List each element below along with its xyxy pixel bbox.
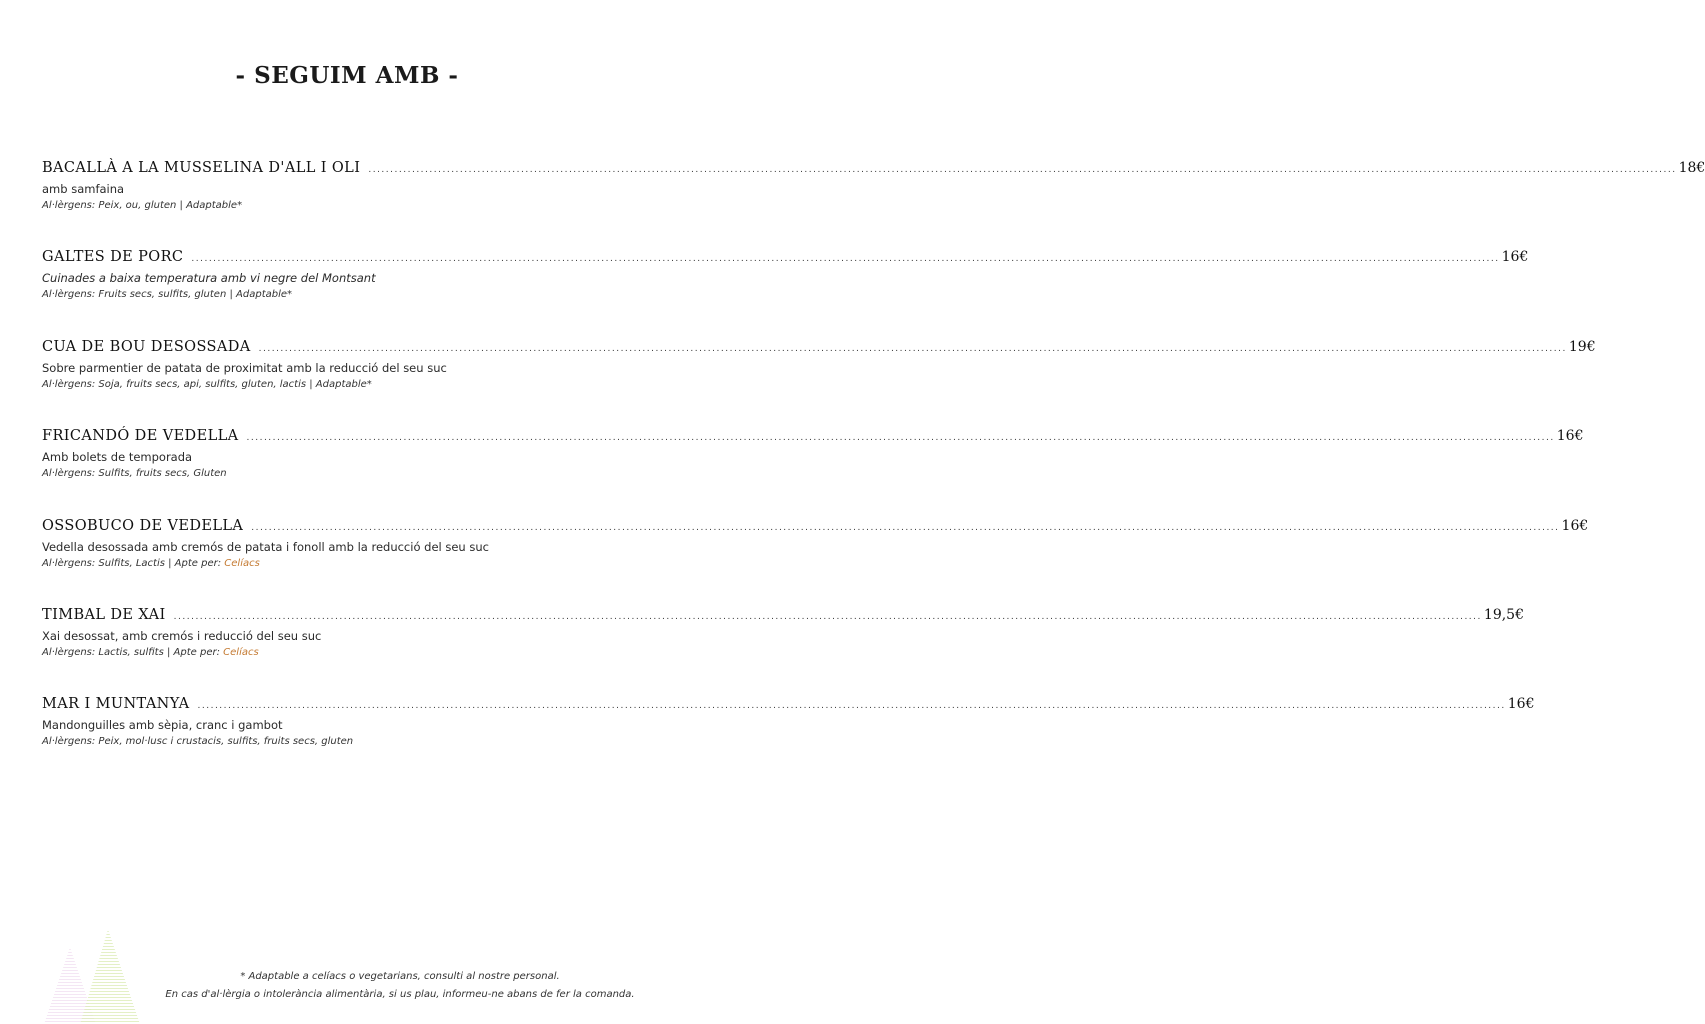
dish-name: FRICANDÓ DE VEDELLA [42, 428, 239, 445]
footnote-line: * Adaptable a celíacs o vegetarians, consulti al nostre personal. [240, 971, 560, 982]
dot-leader: ............................................................................................................................................................................................................................................................................................................ [173, 611, 1482, 622]
dish-allergens [42, 558, 658, 569]
dish-name: CUA DE BOU DESOSSADA [42, 338, 251, 355]
dish-description: Sobre parmentier de patata de proximitat amb la reducció del seu suc [42, 360, 447, 375]
menu-item [42, 160, 1705, 249]
dish-name: OSSOBUCO DE VEDELLA [42, 517, 244, 534]
dish-name: MAR I MUNTANYA [42, 696, 190, 713]
dish-price: 16€ [1501, 249, 1529, 266]
dot-leader: ............................................................................................................................................................................................................................................................................................................ [368, 165, 1677, 175]
menu-item [42, 428, 1584, 517]
allergens-text: Al·lèrgens: Soja, fruits secs, api, sulfits, gluten, lactis | Adaptable* [42, 378, 372, 390]
dot-leader: ............................................................................................................................................................................................................................................................................................................ [246, 433, 1555, 444]
allergens-text: Al·lèrgens: Fruits secs, sulfits, gluten | Adaptable* [42, 289, 293, 301]
dish-price: 19€ [1568, 338, 1596, 355]
dot-leader: ............................................................................................................................................................................................................................................................................................................ [191, 254, 1500, 265]
dish-price: 18€ [1678, 160, 1705, 176]
dish-allergens [42, 200, 658, 211]
footnote [100, 968, 700, 1004]
footnote-line: En cas d'al·lèrgia o intolerància alimentària, si us plau, informeu-ne abans de fer la comanda. [165, 989, 635, 1000]
dish-price: 19,5€ [1483, 606, 1524, 623]
dish-allergens [42, 736, 658, 747]
suitable-for: Celíacs [224, 557, 260, 569]
allergens-text: Al·lèrgens: Peix, mol·lusc i crustacis, sulfits, fruits secs, gluten [42, 736, 354, 748]
dish-allergens [42, 379, 658, 390]
dish-description: Vedella desossada amb cremós de patata i fonoll amb la reducció del seu suc [42, 539, 489, 554]
allergens-text: Al·lèrgens: Sulfits, Lactis | Apte per: [42, 557, 225, 569]
dot-leader: ............................................................................................................................................................................................................................................................................................................ [251, 522, 1560, 533]
menu-item [42, 696, 1535, 785]
dish-price: 16€ [1556, 428, 1584, 445]
dish-description: Mandonguilles amb sèpia, cranc i gambot [42, 718, 283, 733]
suitable-for: Celíacs [223, 646, 259, 658]
dish-name: BACALLÀ A LA MUSSELINA D'ALL I OLI [42, 160, 361, 176]
menu-item [42, 517, 1589, 607]
dish-description: amb samfaina [42, 182, 125, 196]
dish-price: 16€ [1561, 517, 1589, 534]
dish-name: TIMBAL DE XAI [42, 606, 166, 623]
menu-item [42, 338, 1596, 428]
dish-allergens [42, 647, 658, 658]
menu-item [42, 249, 1529, 338]
allergens-text: Al·lèrgens: Peix, ou, gluten | Adaptable* [42, 200, 243, 211]
dish-price: 16€ [1507, 696, 1535, 713]
dish-allergens [42, 289, 658, 300]
dish-allergens [42, 468, 658, 479]
dish-description: Xai desossat, amb cremós i reducció del seu suc [42, 628, 322, 643]
dot-leader: ............................................................................................................................................................................................................................................................................................................ [258, 343, 1567, 354]
page-title: - SEGUIM AMB - [235, 62, 459, 89]
dish-description: Amb bolets de temporada [42, 450, 193, 465]
dish-description: Cuinades a baixa temperatura amb vi negre del Montsant [42, 271, 376, 286]
dish-name: GALTES DE PORC [42, 249, 184, 266]
menu-item [42, 606, 1524, 696]
allergens-text: Al·lèrgens: Lactis, sulfits | Apte per: [42, 646, 224, 658]
allergens-text: Al·lèrgens: Sulfits, fruits secs, Gluten [42, 468, 227, 480]
menu-list [42, 160, 1705, 786]
dot-leader: ............................................................................................................................................................................................................................................................................................................ [197, 701, 1506, 712]
